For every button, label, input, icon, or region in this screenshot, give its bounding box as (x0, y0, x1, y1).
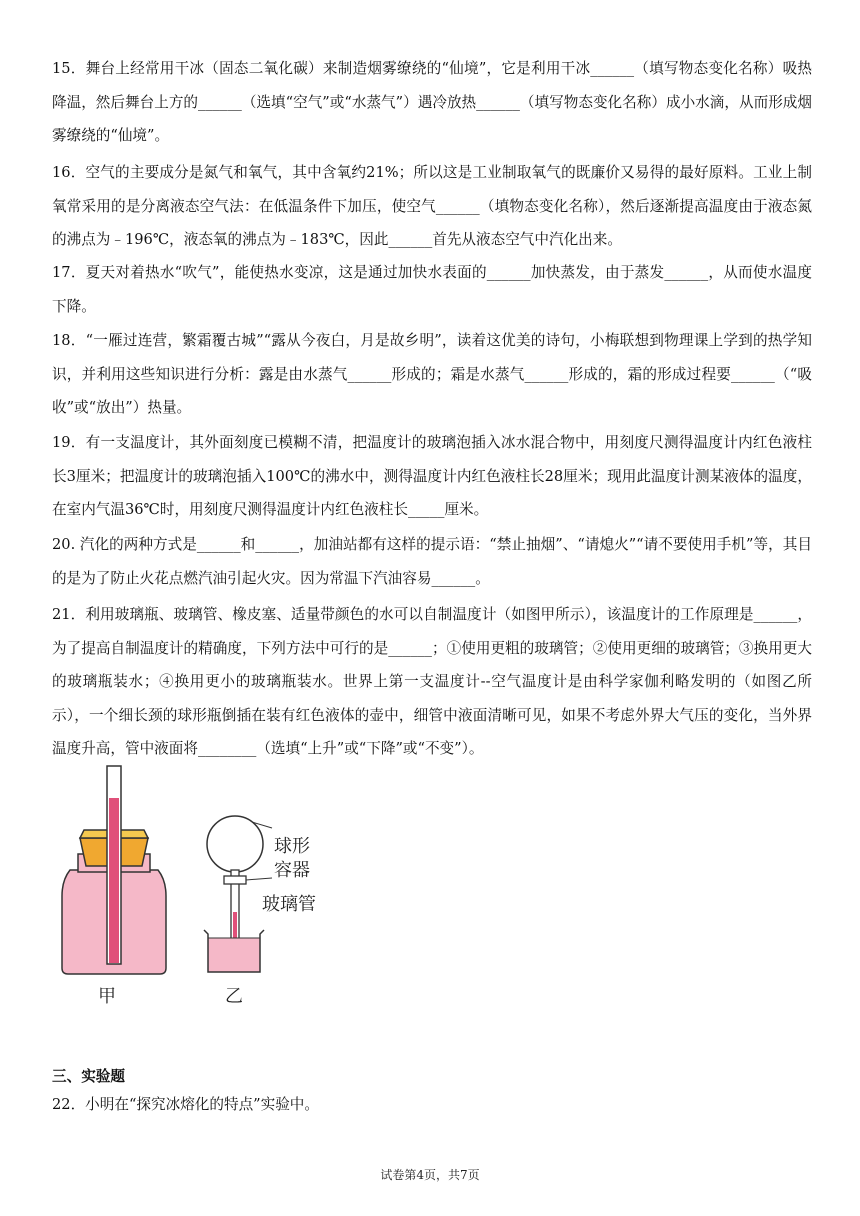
question-17 (52, 256, 812, 323)
question-19 (52, 426, 812, 527)
figure-jia-tube (107, 766, 121, 964)
figure-label-bulb-2: 容器 (274, 860, 310, 881)
figure-label-jia: 甲 (98, 986, 116, 1007)
page-footer: 试卷第4页，共7页 (380, 1168, 480, 1182)
figure-label-yi: 乙 (225, 986, 243, 1007)
question-21 (52, 598, 812, 766)
question-20 (52, 528, 812, 595)
question-15 (52, 52, 812, 153)
figure-label-bulb-1: 球形 (274, 836, 310, 857)
thermometer-figure (40, 762, 340, 1012)
question-20-text: 20. 汽化的两种方式是______和______，加油站都有这样的提示语：“禁止抽烟”、“请熄火”“请不要使用手机”等，其目的是为了防止火花点燃汽油引起火灾。因为常温下汽油容易______。 (52, 536, 812, 587)
question-16 (52, 156, 812, 257)
question-18-text: 18．“一雁过连营，繁霜覆古城”“露从今夜白，月是故乡明”，读着这优美的诗句，小梅联想到物理课上学到的热学知识，并利用这些知识进行分析：露是由水蒸气______形成的；霜是水蒸气______形成的，霜的形成过程要______（“吸收”或“放出”）热量。 (52, 332, 812, 416)
question-18 (52, 324, 812, 425)
question-21-text: 21．利用玻璃瓶、玻璃管、橡皮塞、适量带颜色的水可以自制温度计（如图甲所示），该温度计的工作原理是______，为了提高自制温度计的精确度，下列方法中可行的是______；①使用更粗的玻璃管；②使用更细的玻璃管；③换用更大的玻璃瓶装水；④换用更小的玻璃瓶装水。世界上第一支温度计--空气温度计是由科学家伽利略发明的（如图乙所示），一个细长颈的球形瓶倒插在装有红色液体的壶中，细管中液面清晰可见，如果不考虑外界大气压的变化，当外界温度升高，管中液面将________（选填“上升”或“下降”或“不变”）。 (52, 606, 812, 757)
figure-label-tube: 玻璃管 (262, 894, 316, 915)
question-22: 22．小明在“探究冰熔化的特点”实验中。 (52, 1096, 319, 1113)
question-19-text: 19．有一支温度计，其外面刻度已模糊不清，把温度计的玻璃泡插入冰水混合物中，用刻度尺测得温度计内红色液柱长3厘米；把温度计的玻璃泡插入100℃的沸水中，测得温度计内红色液柱长28厘米；现用此温度计测某液体的温度，在室内气温36℃时，用刻度尺测得温度计内红色液柱长_____厘米。 (52, 434, 812, 518)
question-17-text: 17．夏天对着热水“吹气”，能使热水变凉，这是通过加快水表面的______加快蒸发，由于蒸发______，从而使水温度下降。 (52, 264, 812, 315)
question-16-text: 16．空气的主要成分是氮气和氧气，其中含氧约21%；所以这是工业制取氧气的既廉价又易得的最好原料。工业上制氧常采用的是分离液态空气法：在低温条件下加压，使空气______（填物态变化名称），然后逐渐提高温度由于液态氮的沸点为﹣196℃，液态氧的沸点为﹣183℃，因此______首先从液态空气中汽化出来。 (52, 164, 812, 248)
figure-yi-bulb (207, 816, 263, 872)
section-title: 三、实验题 (52, 1068, 125, 1085)
question-15-text: 15．舞台上经常用干冰（固态二氧化碳）来制造烟雾缭绕的“仙境”，它是利用干冰______（填写物态变化名称）吸热降温，然后舞台上方的______（选填“空气”或“水蒸气”）遇冷放热______（填写物态变化名称）成小水滴，从而形成烟雾缭绕的“仙境”。 (52, 60, 812, 144)
